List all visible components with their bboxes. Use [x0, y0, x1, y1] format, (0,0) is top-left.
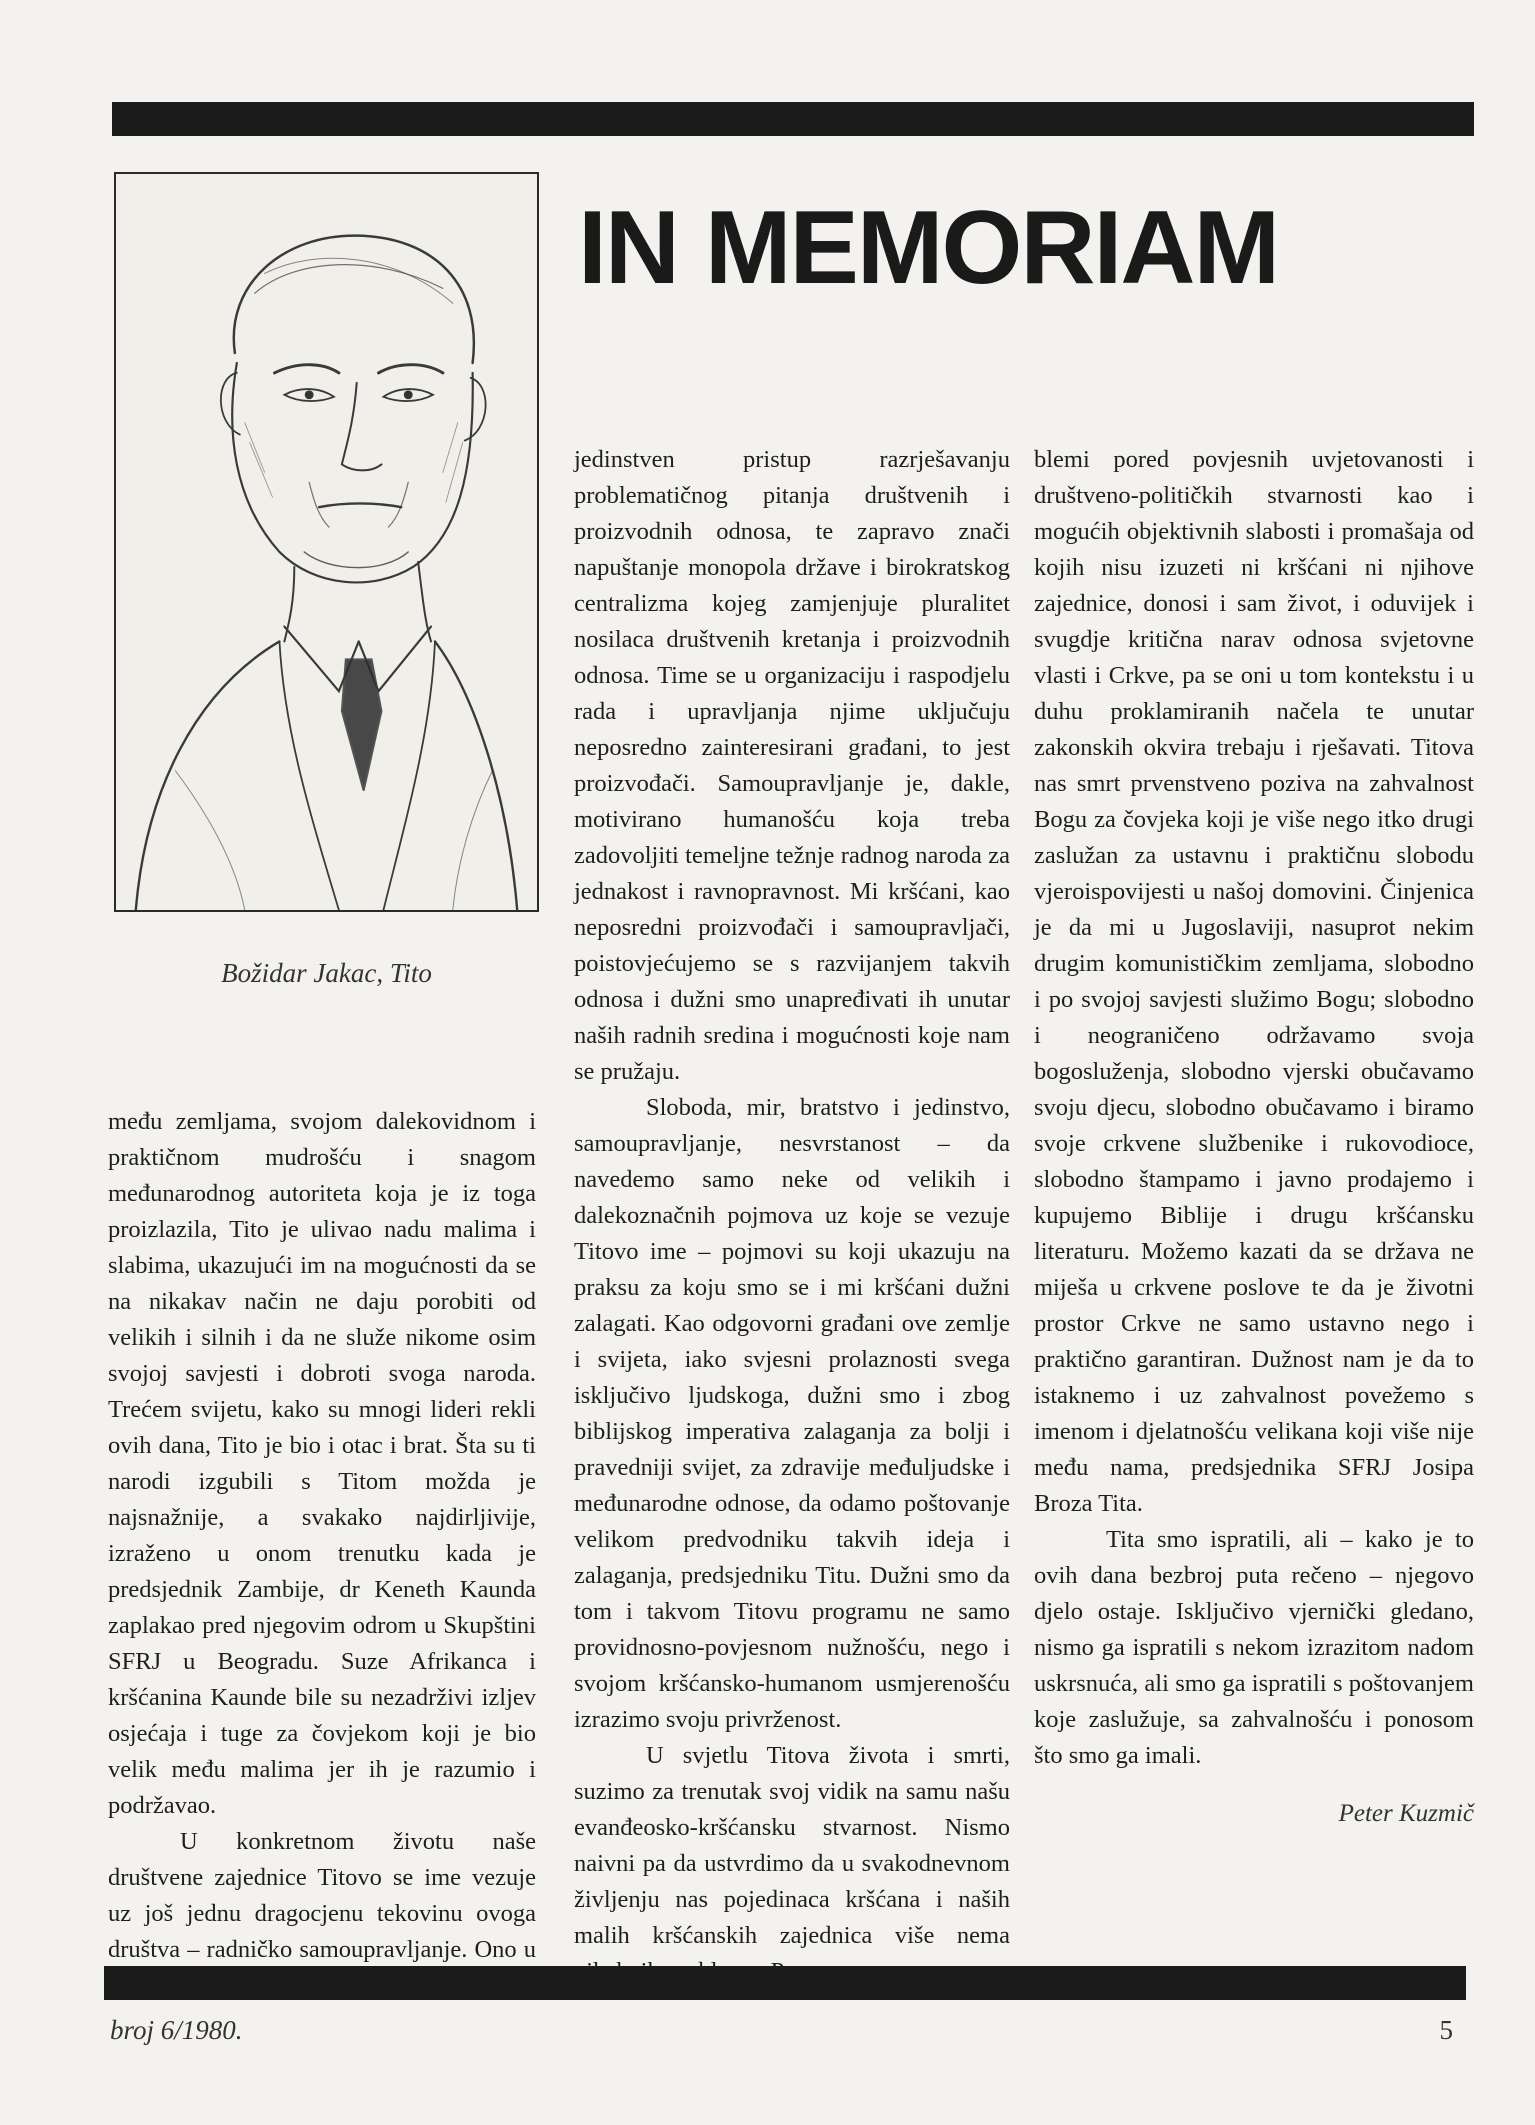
author-signature: Peter Kuzmič [1338, 1800, 1474, 1827]
page-number: 5 [1439, 2015, 1453, 2045]
paragraph: Sloboda, mir, bratstvo i jedinstvo, samoupravljanje, nesvrstanost – da navedemo samo neke od velikih i dalekoznačnih pojmova uz koje se vezuje Titovo ime – pojmovi su koji ukazuju na praksu za koju smo se i mi kršćani dužni zalagati. Kao odgovorni građani ove zemlje i svijeta, iako svjesni prolaznosti svega isključivo ljudskoga, dužni smo i zbog biblijskog imperativa zalaganja za bolji i pravedniji svijet, za zdravije međuljudske i međunarodne odnose, da odamo poštovanje velikom predvodniku takvih ideja i zalaganja, predsjedniku Titu. Dužni smo da tom i takvom Titovu programu ne samo providnosno-povjesnom nužnošću, nego i svojom kršćansko-humanom usmjerenošću izrazimo svoju privrženost. [574, 1094, 1010, 1733]
article-column-3 [1034, 442, 1474, 1774]
paragraph: jedinstven pristup razrješavanju problematičnog pitanja društvenih i proizvodnih odnosa, te zapravo znači napuštanje monopola države i birokratskog centralizma kojeg zamjenjuje pluralitet nosilaca društvenih kretanja i proizvodnih odnosa. Time se u organizaciju i raspodjelu rada i upravljanja njime uključuju neposredno zainteresirani građani, to jest proizvođači. Samoupravljanje je, dakle, motivirano humanošću koja treba zadovoljiti temeljne težnje radnog naroda za jednakost i ravnopravnost. Mi kršćani, kao neposredni proizvođači i samoupravljači, poistovjećujemo se s razvijanjem takvih odnosa i dužni smo unapređivati ih unutar naših radnih sredina i mogućnosti koje nam se pružaju. [574, 446, 1010, 1085]
article-column-1 [108, 1104, 536, 2004]
portrait-caption: Božidar Jakac, Tito [221, 958, 432, 988]
paragraph: Tita smo ispratili, ali – kako je to ovih dana bezbroj puta rečeno – njegovo djelo ostaje. Isključivo vjernički gledano, nismo ga ispratili s nekom izrazitom nadom uskrsnuća, ali smo ga ispratili s poštovanjem koje zaslužuje, sa zahvalnošću i ponosom što smo ga imali. [1034, 1526, 1474, 1769]
paragraph: blemi pored povjesnih uvjetovanosti i društveno-političkih stvarnosti kao i mogućih objektivnih slabosti i promašaja od kojih nisu izuzeti ni kršćani ni njihove zajednice, donosi i sam život, i oduvijek i svugdje kritična narav odnosa svjetovne vlasti i Crkve, pa se oni u tom kontekstu i u duhu proklamiranih načela te unutar zakonskih okvira trebaju i rješavati. Titova nas smrt prvenstveno poziva na zahvalnost Bogu za čovjeka koji je više nego itko drugi zaslužan za ustavnu i praktičnu slobodu vjeroispovijesti u našoj domovini. Činjenica je da mi u Jugoslaviji, nasuprot nekim drugim komunističkim zemljama, slobodno i po svojoj savjesti služimo Bogu; slobodno i neograničeno održavamo svoja bogosluženja, slobodno vjerski obučavamo svoju djecu, slobodno obučavamo i biramo svoje crkvene službenike i rukovodioce, slobodno štampamo i javno prodajemo i kupujemo Biblije i drugu kršćansku literaturu. Možemo kazati da se država ne miješa u crkvene poslove te da je životni prostor Crkve ne samo ustavno nego i praktično garantiran. Dužnost nam je da to istaknemo i uz zahvalnost povežemo s imenom i djelatnošću velikana koji više nije među nama, predsjednika SFRJ Josipa Broza Tita. [1034, 446, 1474, 1517]
paragraph: među zemljama, svojom dalekovidnom i praktičnom mudrošću i snagom međunarodnog autoriteta koja je iz toga proizlazila, Tito je ulivao nadu malima i slabima, ukazujući im na mogućnosti da se na nikakav način ne daju porobiti od velikih i silnih i da ne služe nikome osim svojoj savjesti i dobroti svoga naroda. Trećem svijetu, kako su mnogi lideri rekli ovih dana, Tito je bio i otac i brat. Šta su ti narodi izgubili s Titom možda je najsnažnije, a svakako najdirljivije, izraženo u onom trenutku kada je predsjednik Zambije, dr Keneth Kaunda zaplakao pred njegovim odrom u Skupštini SFRJ u Beogradu. Suze Afrikanca i kršćanina Kaunde bile su nezadrživi izljev osjećaja i tuge za čovjekom koji je bio velik među malima jer ih je razumio i podržavao. [108, 1108, 536, 1819]
paragraph: U konkretnom životu naše društvene zajednice Titovo se ime vezuje uz još jednu dragocjenu tekovinu ovoga društva – radničko samoupravljanje. Ono u [108, 1828, 536, 1963]
paragraph: U svjetlu Titova života i smrti, suzimo za trenutak svoj vidik na samu našu evanđeosko-kršćansku stvarnost. Nismo naivni pa da ustvrdimo da u svakodnevnom življenju nas pojedinaca kršćana i naših malih kršćanskih zajednica više nema [574, 1742, 1010, 1949]
page-title: IN MEMORIAM [578, 190, 1279, 306]
bottom-rule [104, 1966, 1466, 2000]
portrait-image [114, 172, 539, 912]
top-rule [112, 102, 1474, 136]
article-column-2 [574, 442, 1010, 1990]
issue-label: broj 6/1980. [110, 2015, 243, 2045]
